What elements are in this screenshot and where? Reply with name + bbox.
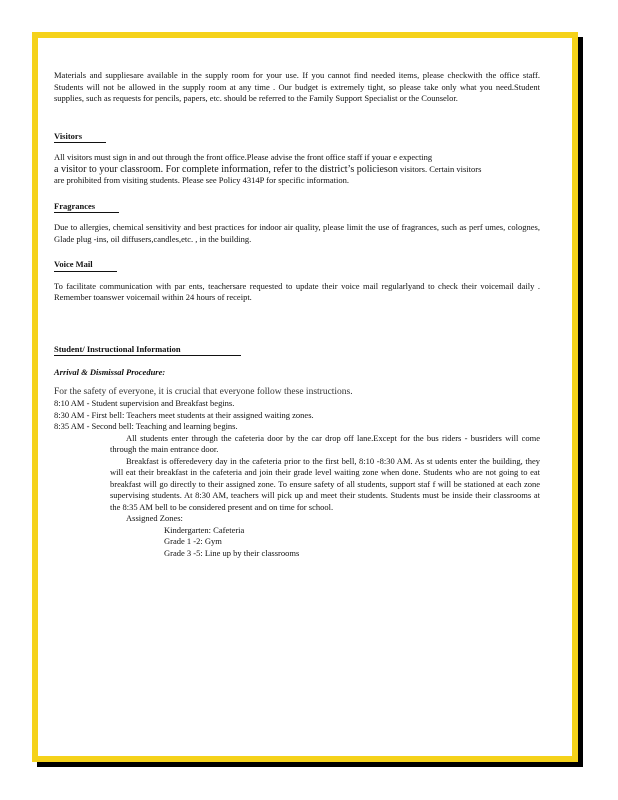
bullet-item-breakfast xyxy=(110,456,540,514)
bullet-text: All students enter through the cafeteria door by the car drop off lane.Except for the bus riders - busriders will come through the main entrance door. xyxy=(110,432,540,454)
visitors-line-2 xyxy=(54,164,540,176)
instructional-heading: Student/ Instructional Information xyxy=(54,344,241,357)
zone-item-kindergarten xyxy=(146,525,540,537)
zone-item-grade-1-2 xyxy=(146,536,540,548)
bullet-text: Breakfast is offeredevery day in the cafeteria prior to the first bell, 8:10 -8:30 AM. As st udents enter the building, they will eat their breakfast in the cafeteria and join their grade level waiting zone when done. Students who are not going to eat breakfast will go directly to their assigned zone. To ensure safety of all students, support staf f will be stationed at each zone supervising students. At 8:30 AM, teachers will pick up and meet their students. Students must be inside their classrooms at the 8:35 AM bell to be considered present and on time for school. xyxy=(110,455,540,512)
fragrances-heading: Fragrances xyxy=(54,201,119,214)
zone-text: Kindergarten: Cafeteria xyxy=(164,524,245,535)
visitors-line-1: All visitors must sign in and out through the front office.Please advise the front office staff if youar e expecting xyxy=(54,152,433,162)
schedule-line-1: 8:10 AM - Student supervision and Breakfast begins. xyxy=(54,398,235,408)
visitors-line-3: are prohibited from visiting students. Please see Policy 4314P for specific information. xyxy=(54,175,350,185)
zone-text: Grade 1 -2: Gym xyxy=(164,536,222,546)
visitors-line-2-tail: visitors. Certain visitors xyxy=(399,163,482,174)
schedule-line-3: 8:35 AM - Second bell: Teaching and learning begins. xyxy=(54,421,238,431)
bullet-item-entry xyxy=(110,433,540,456)
voicemail-paragraph: To facilitate communication with par ents, teachersare requested to update their voice mail regularlyand to check their voicemail daily . Remember toanswer voicemail within 24 hours of receipt. xyxy=(54,280,540,302)
voicemail-heading: Voice Mail xyxy=(54,259,117,272)
bullet-item-zones xyxy=(110,513,540,525)
safety-intro: For the safety of everyone, it is crucial that everyone follow these instructions. xyxy=(54,386,353,397)
visitors-heading: Visitors xyxy=(54,131,106,144)
visitors-line-2-main: a visitor to your classroom. For complete information, refer to the district’s policieson xyxy=(54,163,398,175)
schedule-line-2: 8:30 AM - First bell: Teachers meet students at their assigned waiting zones. xyxy=(54,409,314,420)
arrival-dismissal-subheading: Arrival & Dismissal Procedure: xyxy=(54,367,166,377)
fragrances-paragraph: Due to allergies, chemical sensitivity and best practices for indoor air quality, please limit the use of fragrances, such as perf umes, colognes, Glade plug -ins, oil diffusers,candles,etc. , in the building. xyxy=(54,222,540,244)
materials-paragraph: Materials and suppliesare available in the supply room for your use. If you cannot find needed items, please checkwith the office staff. Students will not be allowed in the supply room at any time . Our budget is extremely tight, so please take only what you need.Student supplies, such as requests for pencils, papers, etc. should be referred to the Family Support Specialist or the Counselor. xyxy=(54,70,540,103)
bullet-text: Assigned Zones: xyxy=(126,513,183,523)
zone-item-grade-3-5 xyxy=(146,548,540,560)
zone-text: Grade 3 -5: Line up by their classrooms xyxy=(164,547,300,558)
document-body xyxy=(54,70,540,559)
